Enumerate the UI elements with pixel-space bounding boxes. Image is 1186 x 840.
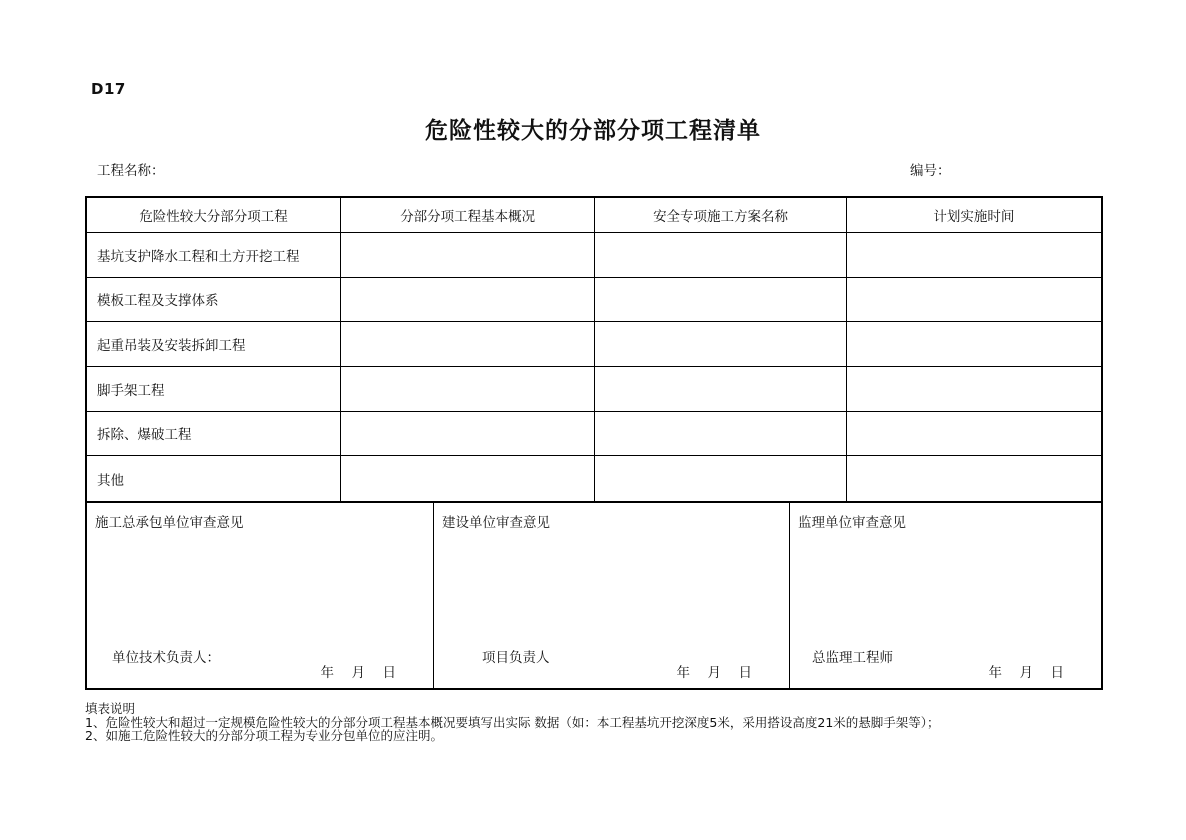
review-box-owner xyxy=(434,503,790,688)
header-safety-plan-name: 安全专项施工方案名称 xyxy=(595,198,847,233)
empty-cell xyxy=(595,278,847,323)
date-line: 年 月 日 xyxy=(988,665,1066,681)
page-title: 危险性较大的分部分项工程清单 xyxy=(425,118,761,144)
empty-cell xyxy=(341,412,595,457)
doc-code: D17 xyxy=(91,80,126,98)
row-label-scaffolding: 脚手架工程 xyxy=(87,367,341,412)
review-sections xyxy=(85,503,1103,690)
empty-cell xyxy=(341,278,595,323)
empty-cell xyxy=(595,412,847,457)
empty-cell xyxy=(847,278,1101,323)
empty-cell xyxy=(847,367,1101,412)
row-label-hoisting: 起重吊装及安装拆卸工程 xyxy=(87,322,341,367)
empty-cell xyxy=(341,322,595,367)
signer-label: 单位技术负责人： xyxy=(112,650,220,666)
empty-cell xyxy=(595,233,847,278)
review-box-supervisor xyxy=(790,503,1101,688)
empty-cell xyxy=(341,456,595,501)
project-name-label: 工程名称： xyxy=(97,163,165,179)
risk-projects-table xyxy=(85,196,1103,503)
row-label-excavation: 基坑支护降水工程和土方开挖工程 xyxy=(87,233,341,278)
empty-cell xyxy=(341,233,595,278)
empty-cell xyxy=(341,367,595,412)
empty-cell xyxy=(847,322,1101,367)
empty-cell xyxy=(847,412,1101,457)
empty-cell xyxy=(847,233,1101,278)
doc-number-label: 编号： xyxy=(910,163,951,179)
fill-instructions xyxy=(85,702,1145,743)
review-title: 监理单位审查意见 xyxy=(798,515,906,531)
header-risk-project: 危险性较大分部分项工程 xyxy=(87,198,341,233)
date-line: 年 月 日 xyxy=(320,665,398,681)
review-box-contractor xyxy=(87,503,434,688)
date-line: 年 月 日 xyxy=(676,665,754,681)
signer-label: 总监理工程师 xyxy=(812,650,893,666)
empty-cell xyxy=(595,322,847,367)
row-label-demolition: 拆除、爆破工程 xyxy=(87,412,341,457)
note-item-1: 1、危险性较大和超过一定规模危险性较大的分部分项工程基本概况要填写出实际 数据（如：本工程基坑开挖深度5米，采用搭设高度21米的悬脚手架等）； xyxy=(85,714,940,730)
signer-label: 项目负责人 xyxy=(482,650,550,666)
header-planned-time: 计划实施时间 xyxy=(847,198,1101,233)
review-title: 建设单位审查意见 xyxy=(442,515,550,531)
row-label-other: 其他 xyxy=(87,456,341,501)
empty-cell xyxy=(595,456,847,501)
review-title: 施工总承包单位审查意见 xyxy=(95,515,244,531)
note-item-2: 2、如施工危险性较大的分部分项工程为专业分包单位的应注明。 xyxy=(85,728,443,743)
row-label-formwork: 模板工程及支撑体系 xyxy=(87,278,341,323)
header-basic-overview: 分部分项工程基本概况 xyxy=(341,198,595,233)
empty-cell xyxy=(847,456,1101,501)
empty-cell xyxy=(595,367,847,412)
notes-title: 填表说明 xyxy=(85,701,136,716)
